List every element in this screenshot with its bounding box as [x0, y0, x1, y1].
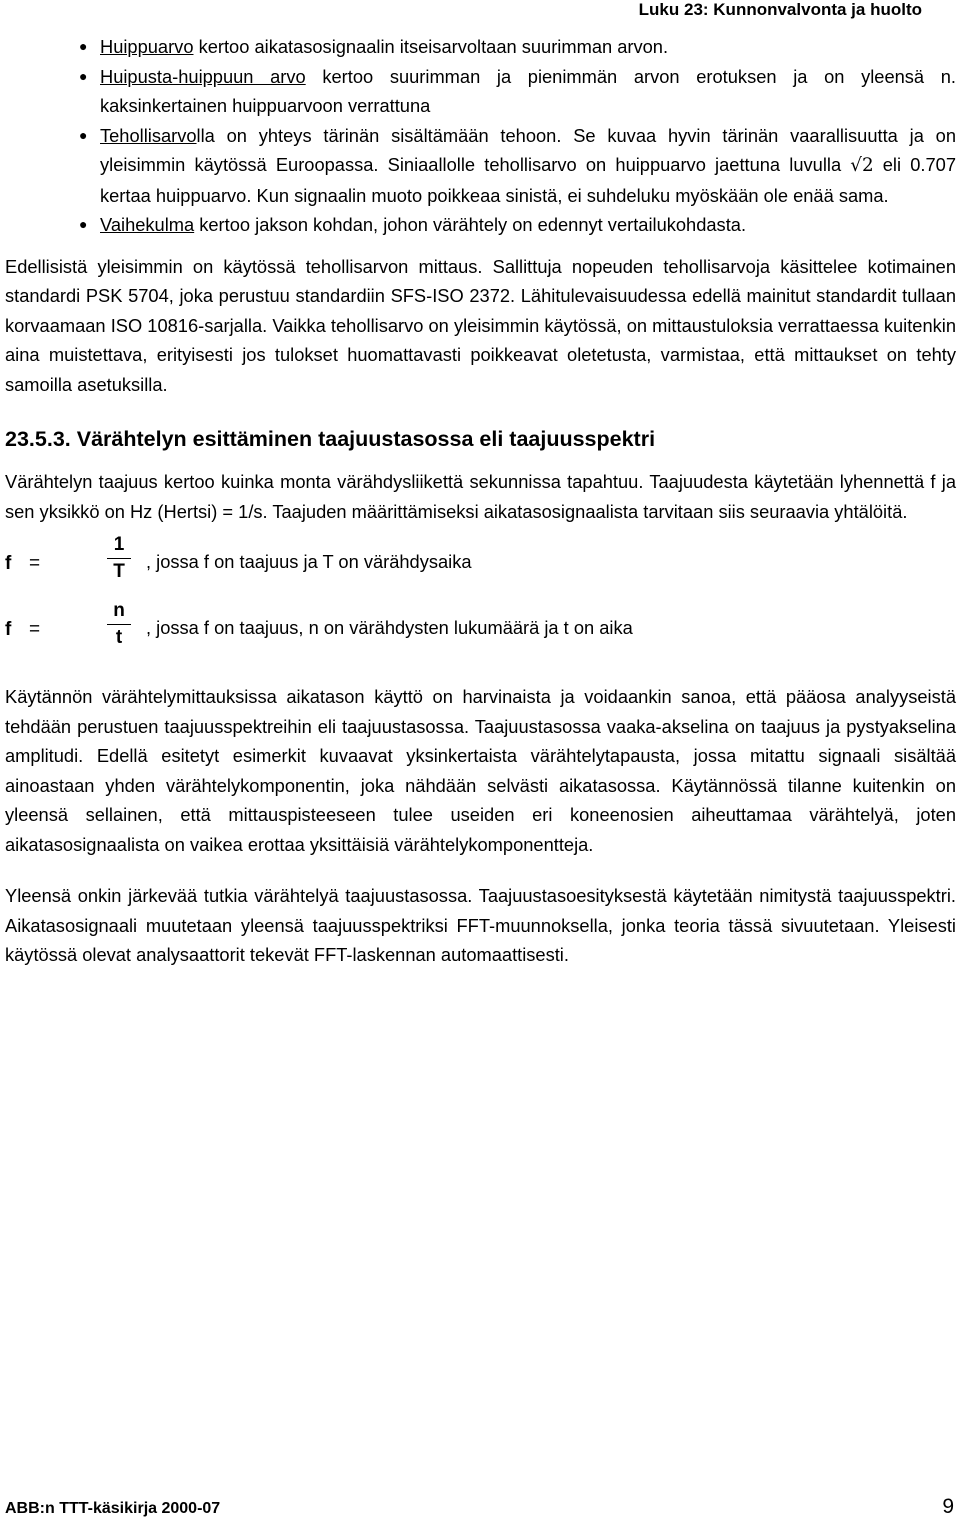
section-heading: 23.5.3. Värähtelyn esittäminen taajuustasossa eli taajuusspektri	[5, 427, 656, 451]
footer-source: ABB:n TTT-käsikirja 2000-07	[5, 1500, 221, 1517]
page-body	[5, 32, 956, 970]
numerator: n	[113, 600, 125, 621]
formula-fraction	[107, 532, 131, 585]
bullet-icon: ●	[79, 216, 88, 232]
formula-description: , jossa f on taajuus ja T on värähdysaika	[146, 551, 472, 572]
formula-equals: =	[29, 553, 41, 574]
denominator: t	[107, 624, 131, 651]
formula-lhs: f	[5, 553, 12, 574]
chapter-header: Luku 23: Kunnonvalvonta ja huolto	[638, 0, 922, 19]
term: Huipusta-huippuun arvo	[100, 65, 306, 87]
list-item	[5, 62, 956, 121]
formula-equals: =	[29, 619, 41, 640]
list-item	[5, 32, 956, 62]
definition-list	[5, 32, 956, 240]
definition-cont: eli 0.707 kertaa huippuarvo. Kun signaalin muoto poikkeaa sinistä, ei suhdeluku myöskään ole enää sama.	[100, 154, 956, 206]
definition: kertoo suurimman ja pienimmän arvon erotuksen ja on yleensä n. kaksinkertainen huippuarvoon verrattuna	[100, 65, 956, 116]
paragraph: Värähtelyn taajuus kertoo kuinka monta värähdysliikettä sekunnissa tapahtuu. Taajuudesta käytetään lyhennettä f ja sen yksikkö on Hz (Hertsi) = 1/s. Taajuden määrittämiseksi aikatasosignaalista tarvitaan siis seuraavia yhtälöitä.	[5, 471, 956, 522]
paragraph: Yleensä onkin järkevää tutkia värähtelyä taajuustasossa. Taajuustasoesityksestä käytetään nimitystä taajuusspektri. Aikatasosignaali muutetaan yleensä taajuusspektriksi FFT-muunnoksella, jonka teoria tässä sivuutetaan. Yleisesti käytössä olevat analysaattorit tekevät FFT-laskennan automaattisesti.	[5, 885, 956, 965]
formula-lhs: f	[5, 619, 12, 640]
term: Tehollisarvo	[100, 124, 197, 146]
bullet-icon: ●	[79, 126, 88, 143]
page-number: 9	[942, 1495, 954, 1518]
paragraph: Käytännön värähtelymittauksissa aikatason käyttö on harvinaista ja voidaankin sanoa, että pääosa analyyseistä tehdään perustuen taajuusspektreihin eli taajuustasossa. Taajuustasossa vaaka-akselina on taajuus ja pystyakselina amplitudi. Edellä esitetyt esimerkit kuvaavat yksinkertaista värähtelytapausta, jossa mitattu signaali sisältää ainoastaan yhden värähtelykomponentin, joka nähdään selvästi aikatasossa. Käytännössä tilanne kuitenkin on yleensä sellainen, että mittauspisteeseen tulee useiden eri koneenosien aiheuttamaa värähtelyä, joten aikatasosignaalista on vaikea erottaa yksittäisiä värähtelykomponentteja.	[5, 686, 956, 855]
numerator: 1	[113, 534, 125, 555]
definition: kertoo aikatasosignaalin itseisarvoltaan suurimman arvon.	[193, 36, 669, 57]
definition: lla on yhteys tärinän sisältämään tehoon. Se kuvaa hyvin tärinän vaarallisuutta ja on yleisimmin käytössä Euroopassa. Siniaallolle tehollisarvo on huippuarvo jaettuna luvulla	[100, 124, 956, 175]
bullet-icon: ●	[79, 38, 88, 54]
formula-frequency-count	[5, 598, 956, 658]
term: Vaihekulma	[100, 214, 195, 235]
bullet-icon: ●	[79, 67, 88, 84]
formula-frequency-period	[5, 532, 956, 592]
denominator: T	[107, 558, 131, 585]
list-item	[5, 210, 956, 240]
paragraph: Edellisistä yleisimmin on käytössä tehollisarvon mittaus. Sallittuja nopeuden tehollisarvoja käsittelee kotimainen standardi PSK 5704, joka perustuu standardiin SFS-ISO 2372. Lähitulevaisuudessa edellä mainitut standardit tullaan korvaamaan ISO 10816-sarjalla. Vaikka tehollisarvo on yleisimmin käytössä, on mittaustuloksia verrattaessa kuitenkin aina muistettava, erityisesti jos tulokset huomattavasti poikkeavat oletetusta, varmistaa, että mittaukset on tehty samoilla asetuksilla.	[5, 255, 956, 395]
sqrt-two: √2	[850, 155, 874, 176]
term: Huippuarvo	[100, 36, 194, 57]
formula-fraction	[107, 598, 131, 651]
list-item	[5, 121, 956, 211]
definition: kertoo jakson kohdan, johon värähtely on edennyt vertailukohdasta.	[194, 214, 747, 235]
formula-description: , jossa f on taajuus, n on värähdysten lukumäärä ja t on aika	[146, 617, 633, 638]
